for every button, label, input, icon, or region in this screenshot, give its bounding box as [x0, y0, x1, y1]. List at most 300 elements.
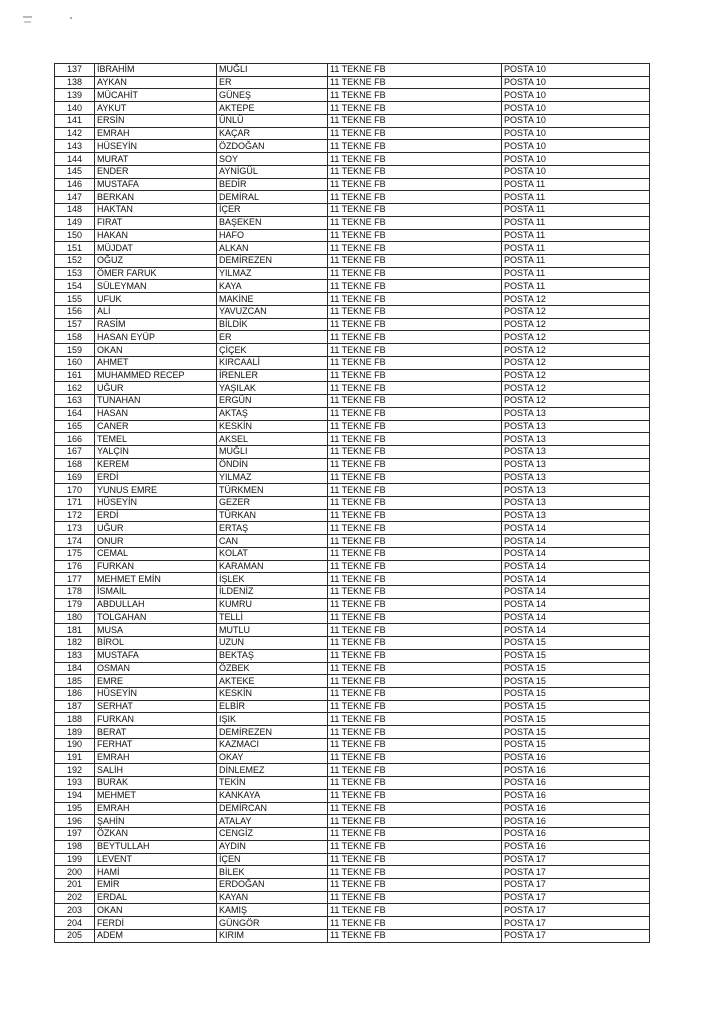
last-name-cell: CAN [217, 535, 328, 548]
last-name-cell: KOLAT [217, 547, 328, 560]
first-name-cell: MEHMET EMİN [95, 573, 217, 586]
row-number: 167 [55, 446, 95, 459]
last-name-cell: AYDIN [217, 840, 328, 853]
first-name-cell: İBRAHİM [95, 64, 217, 77]
first-name-cell: OKAN [95, 904, 217, 917]
row-number: 158 [55, 331, 95, 344]
post-cell: POSTA 12 [502, 293, 650, 306]
unit-cell: 11 TEKNE FB [328, 407, 502, 420]
row-number: 194 [55, 789, 95, 802]
unit-cell: 11 TEKNE FB [328, 789, 502, 802]
row-number: 160 [55, 356, 95, 369]
post-cell: POSTA 13 [502, 446, 650, 459]
post-cell: POSTA 13 [502, 407, 650, 420]
last-name-cell: ER [217, 76, 328, 89]
last-name-cell: AKTEPE [217, 102, 328, 115]
table-row [55, 420, 650, 433]
row-number: 205 [55, 929, 95, 942]
table-row [55, 433, 650, 446]
post-cell: POSTA 14 [502, 560, 650, 573]
unit-cell: 11 TEKNE FB [328, 840, 502, 853]
unit-cell: 11 TEKNE FB [328, 140, 502, 153]
scan-artifact-icon [22, 14, 36, 28]
post-cell: POSTA 10 [502, 89, 650, 102]
last-name-cell: KESKİN [217, 420, 328, 433]
row-number: 146 [55, 178, 95, 191]
unit-cell: 11 TEKNE FB [328, 738, 502, 751]
unit-cell: 11 TEKNE FB [328, 89, 502, 102]
post-cell: POSTA 15 [502, 738, 650, 751]
post-cell: POSTA 12 [502, 344, 650, 357]
post-cell: POSTA 13 [502, 509, 650, 522]
row-number: 154 [55, 280, 95, 293]
first-name-cell: SERHAT [95, 700, 217, 713]
table-row [55, 165, 650, 178]
row-number: 149 [55, 216, 95, 229]
table-row [55, 904, 650, 917]
post-cell: POSTA 15 [502, 637, 650, 650]
first-name-cell: MEHMET [95, 789, 217, 802]
row-number: 170 [55, 484, 95, 497]
last-name-cell: MUTLU [217, 624, 328, 637]
unit-cell: 11 TEKNE FB [328, 649, 502, 662]
table-row [55, 891, 650, 904]
table-row [55, 675, 650, 688]
first-name-cell: UĞUR [95, 382, 217, 395]
post-cell: POSTA 10 [502, 64, 650, 77]
post-cell: POSTA 10 [502, 102, 650, 115]
last-name-cell: MAKİNE [217, 293, 328, 306]
table-row [55, 484, 650, 497]
unit-cell: 11 TEKNE FB [328, 853, 502, 866]
first-name-cell: ERSİN [95, 114, 217, 127]
last-name-cell: DEMİREZEN [217, 255, 328, 268]
table-row [55, 879, 650, 892]
row-number: 138 [55, 76, 95, 89]
first-name-cell: EMRAH [95, 127, 217, 140]
row-number: 204 [55, 917, 95, 930]
row-number: 200 [55, 866, 95, 879]
table-row [55, 471, 650, 484]
unit-cell: 11 TEKNE FB [328, 318, 502, 331]
row-number: 175 [55, 547, 95, 560]
post-cell: POSTA 12 [502, 318, 650, 331]
post-cell: POSTA 10 [502, 114, 650, 127]
row-number: 197 [55, 828, 95, 841]
table-row [55, 102, 650, 115]
unit-cell: 11 TEKNE FB [328, 267, 502, 280]
first-name-cell: HASAN [95, 407, 217, 420]
row-number: 162 [55, 382, 95, 395]
row-number: 143 [55, 140, 95, 153]
first-name-cell: BERAT [95, 726, 217, 739]
row-number: 187 [55, 700, 95, 713]
last-name-cell: BİLEK [217, 866, 328, 879]
unit-cell: 11 TEKNE FB [328, 598, 502, 611]
first-name-cell: FIRAT [95, 216, 217, 229]
post-cell: POSTA 14 [502, 598, 650, 611]
unit-cell: 11 TEKNE FB [328, 726, 502, 739]
post-cell: POSTA 16 [502, 802, 650, 815]
first-name-cell: BERKAN [95, 191, 217, 204]
post-cell: POSTA 11 [502, 255, 650, 268]
table-row [55, 815, 650, 828]
first-name-cell: TEMEL [95, 433, 217, 446]
last-name-cell: DEMİREZEN [217, 726, 328, 739]
post-cell: POSTA 14 [502, 611, 650, 624]
last-name-cell: ERTAŞ [217, 522, 328, 535]
row-number: 153 [55, 267, 95, 280]
unit-cell: 11 TEKNE FB [328, 509, 502, 522]
unit-cell: 11 TEKNE FB [328, 369, 502, 382]
row-number: 145 [55, 165, 95, 178]
first-name-cell: HAKTAN [95, 204, 217, 217]
post-cell: POSTA 17 [502, 879, 650, 892]
post-cell: POSTA 14 [502, 535, 650, 548]
row-number: 177 [55, 573, 95, 586]
post-cell: POSTA 12 [502, 382, 650, 395]
first-name-cell: MUHAMMED RECEP [95, 369, 217, 382]
first-name-cell: FURKAN [95, 560, 217, 573]
first-name-cell: MURAT [95, 153, 217, 166]
row-number: 163 [55, 395, 95, 408]
last-name-cell: KARAMAN [217, 560, 328, 573]
post-cell: POSTA 14 [502, 586, 650, 599]
post-cell: POSTA 12 [502, 331, 650, 344]
first-name-cell: YALÇIN [95, 446, 217, 459]
unit-cell: 11 TEKNE FB [328, 624, 502, 637]
unit-cell: 11 TEKNE FB [328, 76, 502, 89]
table-row [55, 611, 650, 624]
unit-cell: 11 TEKNE FB [328, 713, 502, 726]
table-row [55, 356, 650, 369]
last-name-cell: KIRCAALİ [217, 356, 328, 369]
row-number: 142 [55, 127, 95, 140]
row-number: 183 [55, 649, 95, 662]
row-number: 150 [55, 229, 95, 242]
table-row [55, 777, 650, 790]
unit-cell: 11 TEKNE FB [328, 229, 502, 242]
last-name-cell: KAMIŞ [217, 904, 328, 917]
last-name-cell: YILMAZ [217, 471, 328, 484]
post-cell: POSTA 12 [502, 395, 650, 408]
table-row [55, 204, 650, 217]
unit-cell: 11 TEKNE FB [328, 496, 502, 509]
table-row [55, 242, 650, 255]
table-row [55, 114, 650, 127]
post-cell: POSTA 13 [502, 420, 650, 433]
first-name-cell: ERDİ [95, 471, 217, 484]
first-name-cell: MÜCAHİT [95, 89, 217, 102]
last-name-cell: AYNİGÜL [217, 165, 328, 178]
first-name-cell: İSMAİL [95, 586, 217, 599]
unit-cell: 11 TEKNE FB [328, 522, 502, 535]
unit-cell: 11 TEKNE FB [328, 611, 502, 624]
unit-cell: 11 TEKNE FB [328, 802, 502, 815]
unit-cell: 11 TEKNE FB [328, 331, 502, 344]
table-row [55, 293, 650, 306]
row-number: 151 [55, 242, 95, 255]
row-number: 139 [55, 89, 95, 102]
last-name-cell: TELLİ [217, 611, 328, 624]
row-number: 191 [55, 751, 95, 764]
post-cell: POSTA 11 [502, 242, 650, 255]
row-number: 198 [55, 840, 95, 853]
table-row [55, 305, 650, 318]
row-number: 165 [55, 420, 95, 433]
first-name-cell: AYKAN [95, 76, 217, 89]
row-number: 148 [55, 204, 95, 217]
table-row [55, 662, 650, 675]
last-name-cell: DEMİRAL [217, 191, 328, 204]
last-name-cell: İRENLER [217, 369, 328, 382]
post-cell: POSTA 16 [502, 764, 650, 777]
first-name-cell: ABDULLAH [95, 598, 217, 611]
last-name-cell: KAÇAR [217, 127, 328, 140]
first-name-cell: HAMİ [95, 866, 217, 879]
last-name-cell: ÜNLÜ [217, 114, 328, 127]
unit-cell: 11 TEKNE FB [328, 165, 502, 178]
last-name-cell: İLDENİZ [217, 586, 328, 599]
unit-cell: 11 TEKNE FB [328, 547, 502, 560]
last-name-cell: KESKİN [217, 687, 328, 700]
table-row [55, 917, 650, 930]
first-name-cell: ADEM [95, 929, 217, 942]
last-name-cell: KUMRU [217, 598, 328, 611]
unit-cell: 11 TEKNE FB [328, 395, 502, 408]
unit-cell: 11 TEKNE FB [328, 127, 502, 140]
post-cell: POSTA 16 [502, 840, 650, 853]
first-name-cell: ALİ [95, 305, 217, 318]
table-row [55, 446, 650, 459]
last-name-cell: KAYA [217, 280, 328, 293]
row-number: 181 [55, 624, 95, 637]
first-name-cell: AYKUT [95, 102, 217, 115]
table-row [55, 522, 650, 535]
last-name-cell: HAFO [217, 229, 328, 242]
row-number: 180 [55, 611, 95, 624]
table-row [55, 64, 650, 77]
table-row [55, 267, 650, 280]
row-number: 178 [55, 586, 95, 599]
first-name-cell: ENDER [95, 165, 217, 178]
post-cell: POSTA 16 [502, 815, 650, 828]
last-name-cell: GÜNEŞ [217, 89, 328, 102]
unit-cell: 11 TEKNE FB [328, 114, 502, 127]
row-number: 189 [55, 726, 95, 739]
unit-cell: 11 TEKNE FB [328, 191, 502, 204]
unit-cell: 11 TEKNE FB [328, 153, 502, 166]
row-number: 137 [55, 64, 95, 77]
first-name-cell: ÖZKAN [95, 828, 217, 841]
last-name-cell: YAVUZCAN [217, 305, 328, 318]
last-name-cell: ÇİÇEK [217, 344, 328, 357]
last-name-cell: CENGİZ [217, 828, 328, 841]
table-row [55, 127, 650, 140]
table-row [55, 344, 650, 357]
table-row [55, 89, 650, 102]
table-row [55, 637, 650, 650]
row-number: 159 [55, 344, 95, 357]
post-cell: POSTA 11 [502, 280, 650, 293]
row-number: 201 [55, 879, 95, 892]
post-cell: POSTA 15 [502, 662, 650, 675]
table-row [55, 573, 650, 586]
post-cell: POSTA 15 [502, 675, 650, 688]
table-row [55, 255, 650, 268]
unit-cell: 11 TEKNE FB [328, 535, 502, 548]
table-row [55, 382, 650, 395]
post-cell: POSTA 15 [502, 713, 650, 726]
unit-cell: 11 TEKNE FB [328, 573, 502, 586]
first-name-cell: CEMAL [95, 547, 217, 560]
last-name-cell: IŞIK [217, 713, 328, 726]
first-name-cell: UFUK [95, 293, 217, 306]
first-name-cell: ŞAHİN [95, 815, 217, 828]
row-number: 186 [55, 687, 95, 700]
table-row [55, 407, 650, 420]
table-row [55, 929, 650, 942]
first-name-cell: TUNAHAN [95, 395, 217, 408]
unit-cell: 11 TEKNE FB [328, 178, 502, 191]
post-cell: POSTA 10 [502, 165, 650, 178]
last-name-cell: TEKİN [217, 777, 328, 790]
table-row [55, 700, 650, 713]
post-cell: POSTA 12 [502, 369, 650, 382]
unit-cell: 11 TEKNE FB [328, 675, 502, 688]
row-number: 141 [55, 114, 95, 127]
last-name-cell: YILMAZ [217, 267, 328, 280]
post-cell: POSTA 17 [502, 891, 650, 904]
table-row [55, 713, 650, 726]
last-name-cell: ER [217, 331, 328, 344]
last-name-cell: ÖZDOĞAN [217, 140, 328, 153]
last-name-cell: ELBİR [217, 700, 328, 713]
post-cell: POSTA 14 [502, 624, 650, 637]
last-name-cell: ERGÜN [217, 395, 328, 408]
personnel-table [54, 63, 650, 943]
first-name-cell: MUSA [95, 624, 217, 637]
row-number: 176 [55, 560, 95, 573]
table-row [55, 216, 650, 229]
post-cell: POSTA 12 [502, 356, 650, 369]
table-row [55, 789, 650, 802]
post-cell: POSTA 17 [502, 929, 650, 942]
first-name-cell: RASİM [95, 318, 217, 331]
unit-cell: 11 TEKNE FB [328, 446, 502, 459]
row-number: 179 [55, 598, 95, 611]
unit-cell: 11 TEKNE FB [328, 687, 502, 700]
unit-cell: 11 TEKNE FB [328, 560, 502, 573]
first-name-cell: BURAK [95, 777, 217, 790]
row-number: 192 [55, 764, 95, 777]
post-cell: POSTA 15 [502, 726, 650, 739]
last-name-cell: AKTAŞ [217, 407, 328, 420]
row-number: 166 [55, 433, 95, 446]
first-name-cell: YUNUS EMRE [95, 484, 217, 497]
row-number: 169 [55, 471, 95, 484]
unit-cell: 11 TEKNE FB [328, 662, 502, 675]
table-row [55, 738, 650, 751]
row-number: 202 [55, 891, 95, 904]
last-name-cell: BAŞEKEN [217, 216, 328, 229]
table-row [55, 828, 650, 841]
table-row [55, 153, 650, 166]
unit-cell: 11 TEKNE FB [328, 64, 502, 77]
first-name-cell: HÜSEYİN [95, 140, 217, 153]
post-cell: POSTA 14 [502, 573, 650, 586]
last-name-cell: OKAY [217, 751, 328, 764]
first-name-cell: CANER [95, 420, 217, 433]
post-cell: POSTA 10 [502, 127, 650, 140]
post-cell: POSTA 14 [502, 547, 650, 560]
unit-cell: 11 TEKNE FB [328, 586, 502, 599]
post-cell: POSTA 11 [502, 267, 650, 280]
last-name-cell: KAZMACI [217, 738, 328, 751]
first-name-cell: TOLGAHAN [95, 611, 217, 624]
table-row [55, 76, 650, 89]
row-number: 174 [55, 535, 95, 548]
unit-cell: 11 TEKNE FB [328, 929, 502, 942]
post-cell: POSTA 12 [502, 305, 650, 318]
unit-cell: 11 TEKNE FB [328, 637, 502, 650]
row-number: 185 [55, 675, 95, 688]
first-name-cell: MÜJDAT [95, 242, 217, 255]
post-cell: POSTA 10 [502, 140, 650, 153]
last-name-cell: AKTEKE [217, 675, 328, 688]
unit-cell: 11 TEKNE FB [328, 433, 502, 446]
unit-cell: 11 TEKNE FB [328, 700, 502, 713]
post-cell: POSTA 13 [502, 458, 650, 471]
last-name-cell: ATALAY [217, 815, 328, 828]
unit-cell: 11 TEKNE FB [328, 458, 502, 471]
table-row [55, 802, 650, 815]
last-name-cell: BEKTAŞ [217, 649, 328, 662]
row-number: 157 [55, 318, 95, 331]
first-name-cell: ÖMER FARUK [95, 267, 217, 280]
unit-cell: 11 TEKNE FB [328, 242, 502, 255]
post-cell: POSTA 10 [502, 76, 650, 89]
table-row [55, 853, 650, 866]
table-row [55, 331, 650, 344]
last-name-cell: KIRIM [217, 929, 328, 942]
table-row [55, 280, 650, 293]
post-cell: POSTA 16 [502, 789, 650, 802]
last-name-cell: TÜRKAN [217, 509, 328, 522]
post-cell: POSTA 11 [502, 178, 650, 191]
first-name-cell: OKAN [95, 344, 217, 357]
post-cell: POSTA 10 [502, 153, 650, 166]
table-row [55, 369, 650, 382]
unit-cell: 11 TEKNE FB [328, 904, 502, 917]
unit-cell: 11 TEKNE FB [328, 866, 502, 879]
table-row [55, 560, 650, 573]
last-name-cell: TÜRKMEN [217, 484, 328, 497]
post-cell: POSTA 11 [502, 204, 650, 217]
last-name-cell: BİLDİK [217, 318, 328, 331]
table-row [55, 840, 650, 853]
unit-cell: 11 TEKNE FB [328, 777, 502, 790]
row-number: 156 [55, 305, 95, 318]
first-name-cell: BEYTULLAH [95, 840, 217, 853]
first-name-cell: HASAN EYÜP [95, 331, 217, 344]
first-name-cell: SALİH [95, 764, 217, 777]
post-cell: POSTA 15 [502, 649, 650, 662]
last-name-cell: ALKAN [217, 242, 328, 255]
post-cell: POSTA 16 [502, 751, 650, 764]
row-number: 190 [55, 738, 95, 751]
last-name-cell: MUĞLI [217, 446, 328, 459]
